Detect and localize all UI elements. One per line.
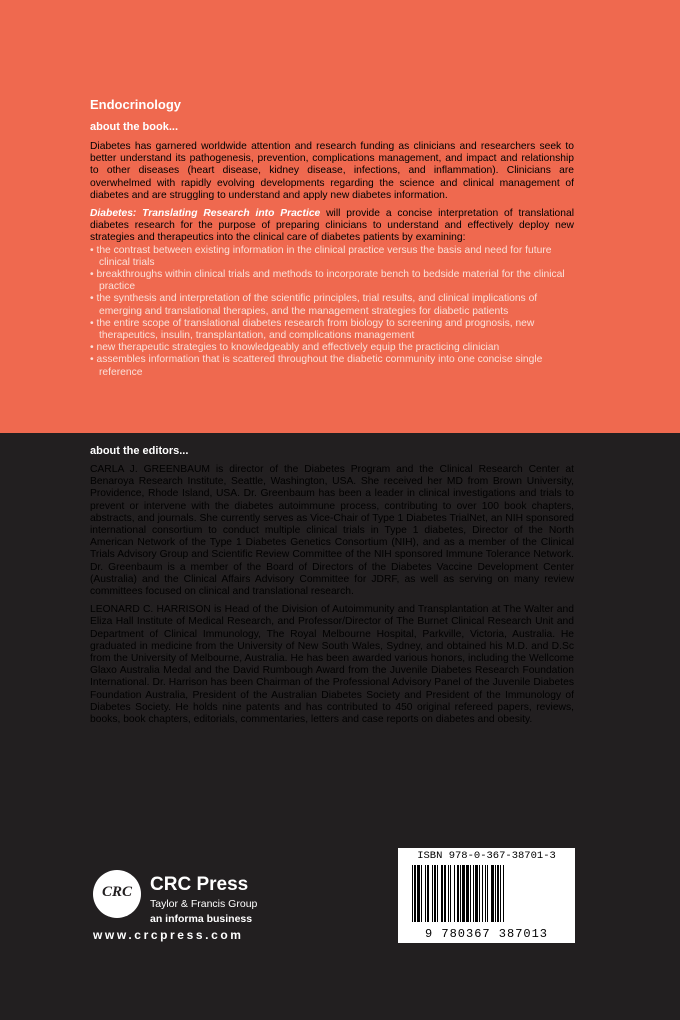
book-description-2 bbox=[90, 208, 574, 245]
publisher-name: CRC Press bbox=[150, 874, 249, 895]
list-item: • the contrast between existing information in the clinical practice versus the basis and need for future clinical trials bbox=[90, 244, 552, 268]
category-heading: Endocrinology bbox=[90, 97, 181, 112]
list-item: • new therapeutic strategies to knowledgeably and effectively equip the practicing clinician bbox=[90, 342, 500, 354]
book-description: Diabetes has garnered worldwide attention and research funding as clinicians and researchers seek to better understand its pathogenesis, prevention, complications management, and impact and relationship to other diseases (heart disease, kidney disease, infections, and inflammation). Clinicians are overwhelmed with rapidly evolving developments regarding the science and clinical management of diabetes and are struggling to understand and apply new diabetes information. bbox=[90, 141, 574, 201]
book-title: Diabetes: Translating Research into Practice bbox=[90, 208, 321, 220]
about-book-heading: about the book... bbox=[90, 121, 178, 133]
barcode-gap bbox=[504, 865, 505, 922]
feature-list bbox=[90, 245, 574, 379]
barcode-number: 9 780367 387013 bbox=[424, 927, 549, 941]
publisher-business: an informa business bbox=[150, 913, 253, 925]
crc-logo-text: CRC bbox=[101, 884, 132, 900]
about-book-section bbox=[90, 97, 574, 379]
publisher-group: Taylor & Francis Group bbox=[150, 898, 258, 910]
barcode-bars bbox=[412, 865, 568, 927]
isbn-barcode bbox=[398, 848, 575, 943]
book-description-2-text: will provide a concise interpretation of translational diabetes research for the purpose of preparing clinicians to understand and effectively deploy new strategies and therapeutics into the clinical care of diabetes patients by examining: bbox=[90, 208, 574, 244]
list-item: • breakthroughs within clinical trials and methods to incorporate bench to bedside material for the clinical practice bbox=[90, 269, 565, 293]
list-item: • the synthesis and interpretation of the scientific principles, trial results, and clinical implications of emerging and translational therapies, and the management strategies for diabetic patients bbox=[90, 293, 538, 317]
crc-logo bbox=[93, 870, 141, 918]
about-editors-heading: about the editors... bbox=[90, 445, 189, 457]
list-item: • assembles information that is scattered throughout the diabetic community into one concise single reference bbox=[90, 354, 543, 378]
editor-bio-greenbaum: CARLA J. GREENBAUM is director of the Diabetes Program and the Clinical Research Center at Benaroya Research Institute, Seattle, Washington, USA. She received her MD from Brown University, Providence, Rhode Island, USA. Dr. Greenbaum has been a leader in clinical investigations and trials to prevent or intervene with the diabetes autoimmune process, contributing to over 100 book chapters, abstracts, and journals. She currently serves as Vice-Chair of Type 1 Diabetes TrialNet, an NIH sponsored international consortium to conduct multiple clinical trials in Type 1 diabetes, Director of the North American Network of the Type 1 Diabetes Genetics Consortium (NIH), and as a member of the Clinical Trials Advisory Group and Scientific Review Committee of the NIH sponsored Immune Tolerance Network. Dr. Greenbaum is a member of the Board of Directors of the Diabetes Vaccine Development Center (Australia) and the Clinical Affairs Advisory Committee for JDRF, as well as serving on many review committees focused on clinical and translational research. bbox=[90, 464, 574, 598]
list-item: • the entire scope of translational diabetes research from biology to screening and prognosis, new therapeutics, insulin, transplantation, and complications management bbox=[90, 317, 535, 342]
publisher-url[interactable]: www.crcpress.com bbox=[93, 928, 244, 942]
editor-bio-harrison: LEONARD C. HARRISON is Head of the Division of Autoimmunity and Transplantation at The Walter and Eliza Hall Institute of Medical Research, and Professor/Director of The Burnet Clinical Research Unit and Department of Clinical Immunology, The Royal Melbourne Hospital, Parkville, Victoria, Australia. He graduated in medicine from the University of New South Wales, Sydney, and obtained his M.D. and D.Sc from the University of Melbourne, Australia. He has been awarded various honors, including the Wellcome Glaxo Australia Medal and the David Rumbough Award from the Juvenile Diabetes Research Foundation International. Dr. Harrison has been Chairman of the Professional Advisory Panel of the Juvenile Diabetes Foundation Australia, President of the Australian Diabetes Society and President of the Immunology of Diabetes Society. He holds nine patents and has contributed to 450 original refereed papers, reviews, books, book chapters, editorials, commentaries, letters and case reports on diabetes and obesity. bbox=[90, 604, 574, 726]
isbn-label: ISBN 978-0-367-38701-3 bbox=[417, 850, 556, 862]
about-editors-section bbox=[90, 445, 574, 726]
